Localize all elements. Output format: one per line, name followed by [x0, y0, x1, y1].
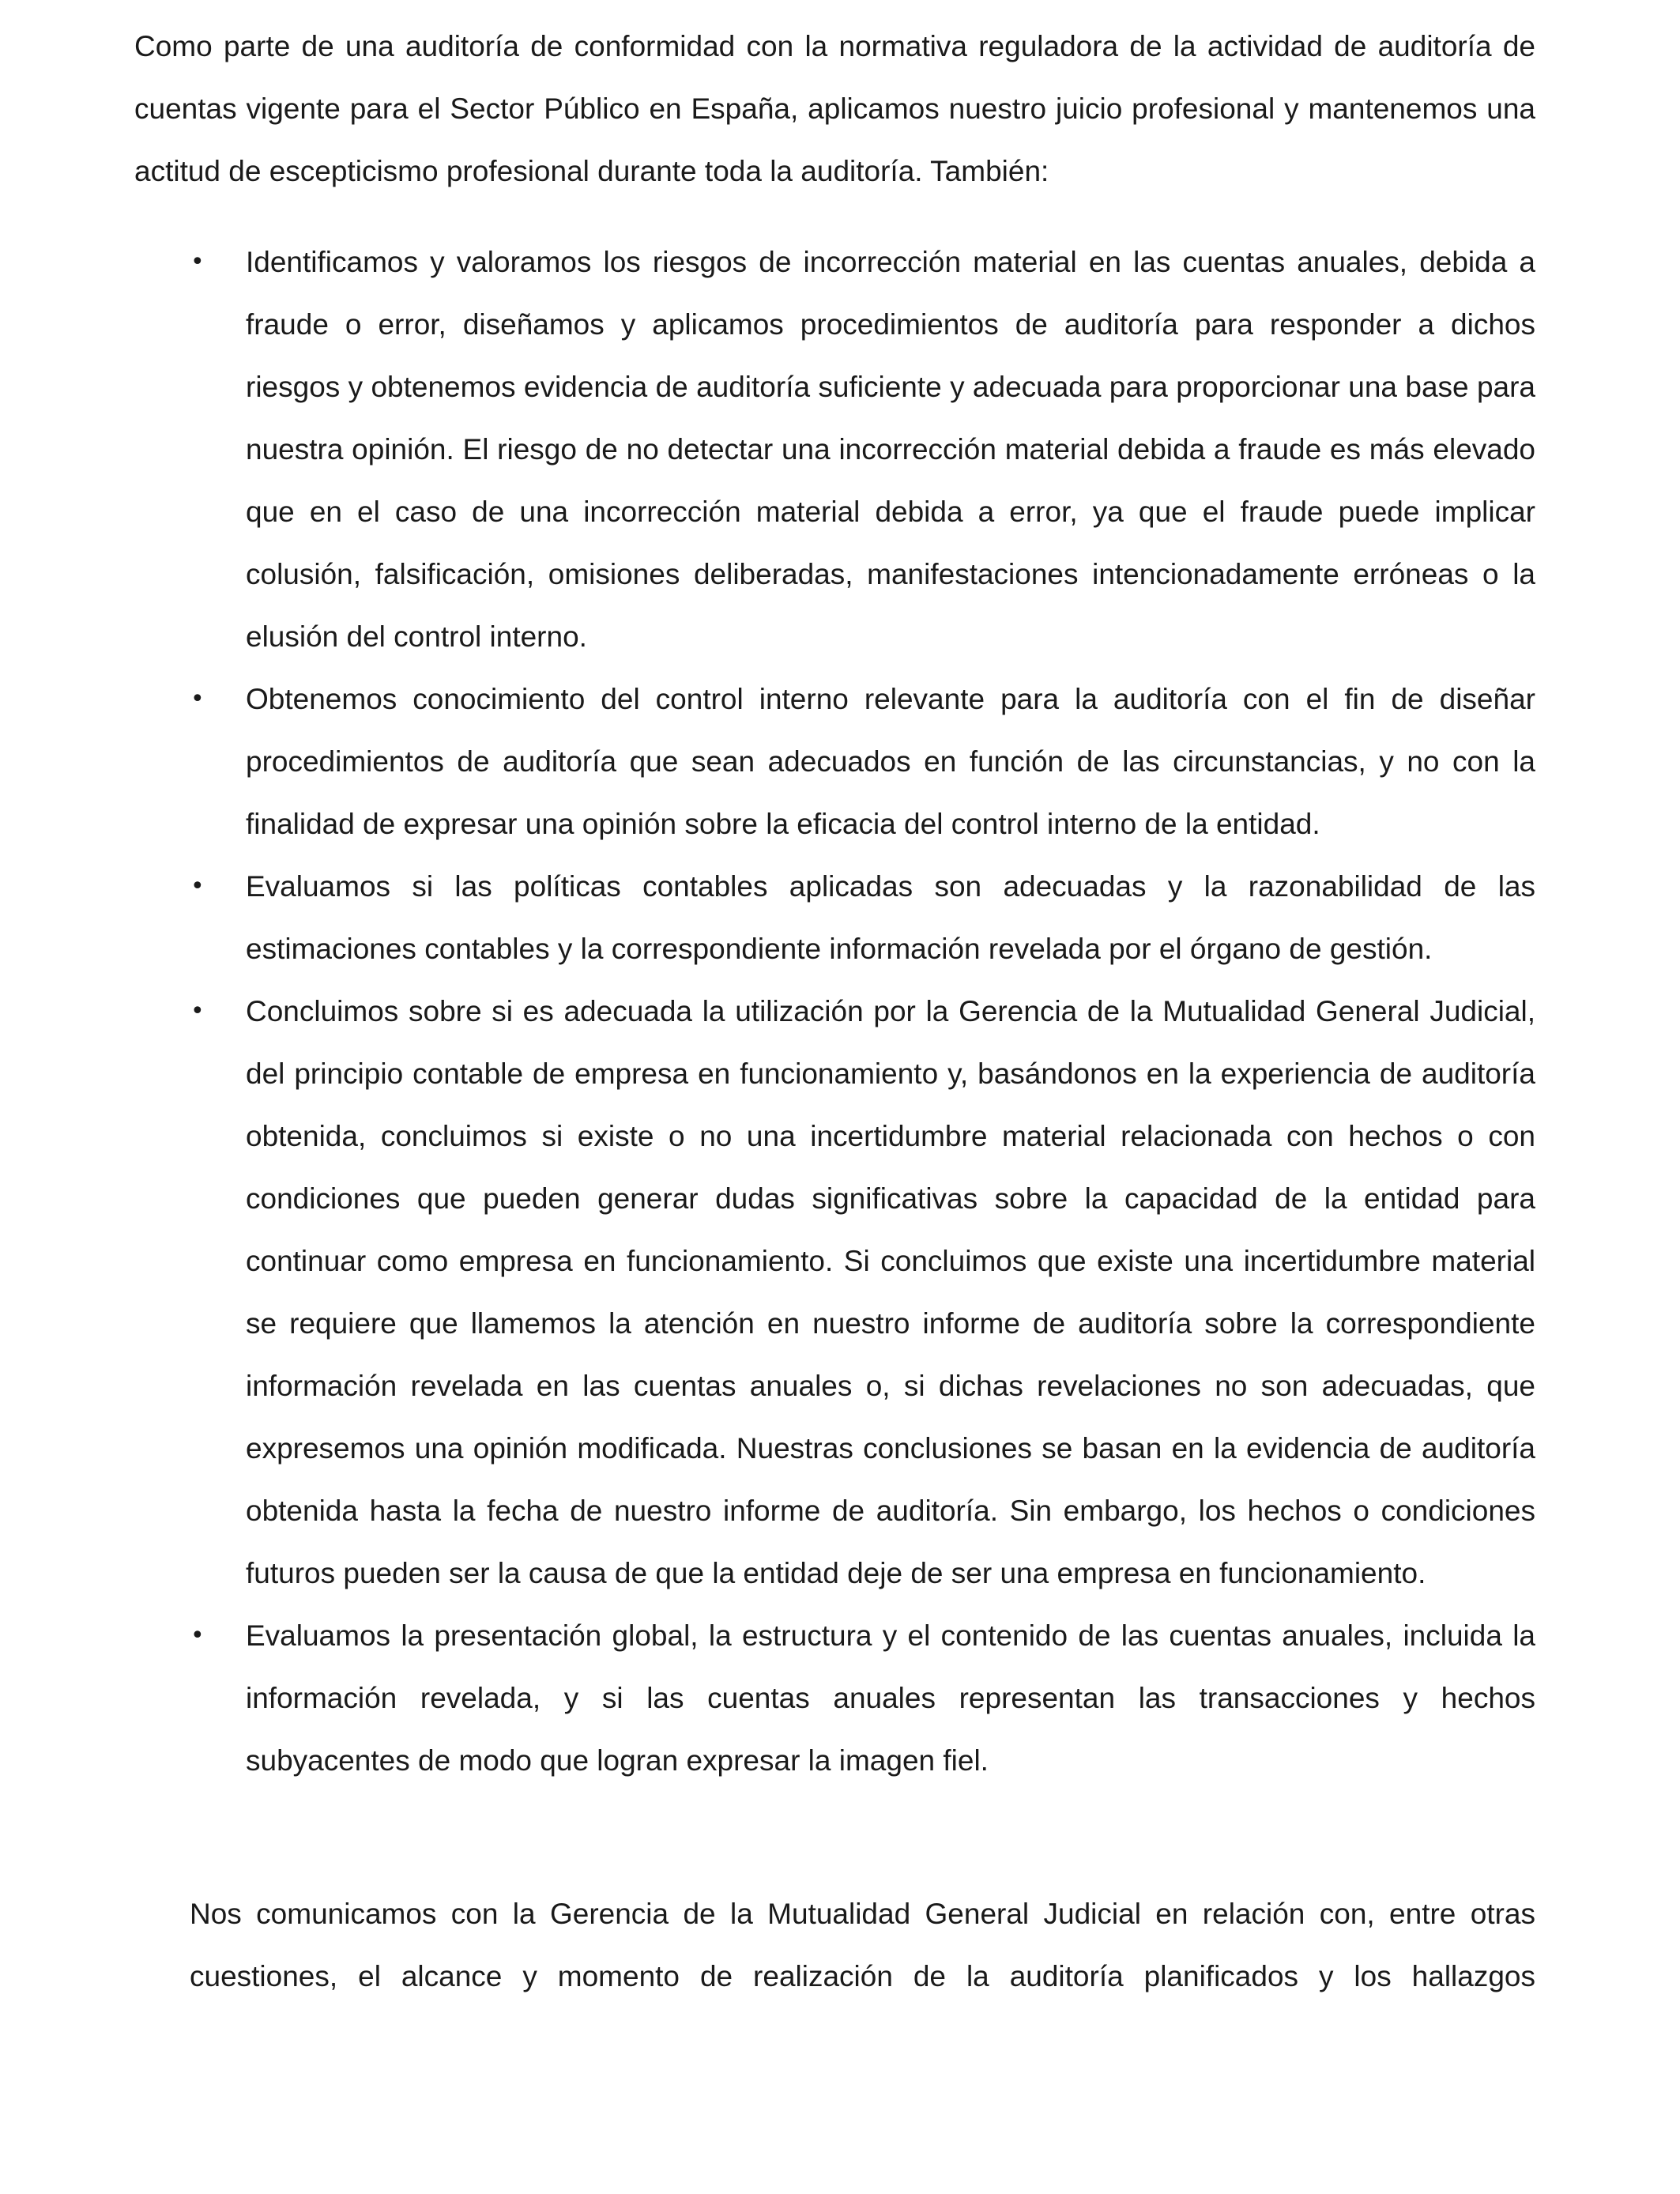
list-item-text: Concluimos sobre si es adecuada la utilización por la Gerencia de la Mutualidad General Judicial, del principio contable de empresa en funcionamiento y, basándonos en la experiencia de auditoría obtenida, concluimos si existe o no una incertidumbre material relacionada con hechos o con condiciones que pueden generar dudas significativas sobre la capacidad de la entidad para continuar como empresa en funcionamiento. Si concluimos que existe una incertidumbre material se requiere que llamemos la atención en nuestro informe de auditoría sobre la correspondiente información revelada en las cuentas anuales o, si dichas revelaciones no son adecuadas, que expresemos una opinión modificada. Nuestras conclusiones se basan en la evidencia de auditoría obtenida hasta la fecha de nuestro informe de auditoría. Sin embargo, los hechos o condiciones futuros pueden ser la causa de que la entidad deje de ser una empresa en funcionamiento. [246, 995, 1535, 1589]
bullet-icon: • [190, 873, 205, 900]
bullet-icon: • [190, 685, 205, 713]
intro-paragraph: Como parte de una auditoría de conformidad con la normativa reguladora de la actividad de auditoría de cuentas vigente para el Sector Público en España, aplicamos nuestro juicio profesional y mantenemos una actitud de escepticismo profesional durante toda la auditoría. También: [134, 30, 1535, 187]
list-item-text: Obtenemos conocimiento del control interno relevante para la auditoría con el fin de diseñar procedimientos de auditoría que sean adecuados en función de las circunstancias, y no con la finalidad de expresar una opinión sobre la eficacia del control interno de la entidad. [246, 683, 1535, 840]
closing-paragraph: Nos comunicamos con la Gerencia de la Mutualidad General Judicial en relación con, entre otras cuestiones, el alcance y momento de realización de la auditoría planificados y los hallazgos [190, 1898, 1535, 1992]
list-item [134, 668, 1535, 855]
bullet-icon: • [190, 1622, 205, 1649]
list-item-text: Identificamos y valoramos los riesgos de incorrección material en las cuentas anuales, debida a fraude o error, diseñamos y aplicamos procedimientos de auditoría para responder a dichos riesgos y obtenemos evidencia de auditoría suficiente y adecuada para proporcionar una base para nuestra opinión. El riesgo de no detectar una incorrección material debida a fraude es más elevado que en el caso de una incorrección material debida a error, ya que el fraude puede implicar colusión, falsificación, omisiones deliberadas, manifestaciones intencionadamente erróneas o la elusión del control interno. [246, 246, 1535, 653]
list-item [134, 855, 1535, 980]
list-item [134, 231, 1535, 668]
list-item-text: Evaluamos la presentación global, la estructura y el contenido de las cuentas anuales, incluida la información revelada, y si las cuentas anuales representan las transacciones y hechos subyacentes de modo que logran expresar la imagen fiel. [246, 1619, 1535, 1777]
list-item [134, 1604, 1535, 1792]
list-item [134, 980, 1535, 1604]
audit-procedures-list [134, 231, 1535, 1792]
bullet-icon: • [190, 248, 205, 276]
bullet-icon: • [190, 997, 205, 1025]
list-item-text: Evaluamos si las políticas contables aplicadas son adecuadas y la razonabilidad de las estimaciones contables y la correspondiente información revelada por el órgano de gestión. [246, 870, 1535, 965]
